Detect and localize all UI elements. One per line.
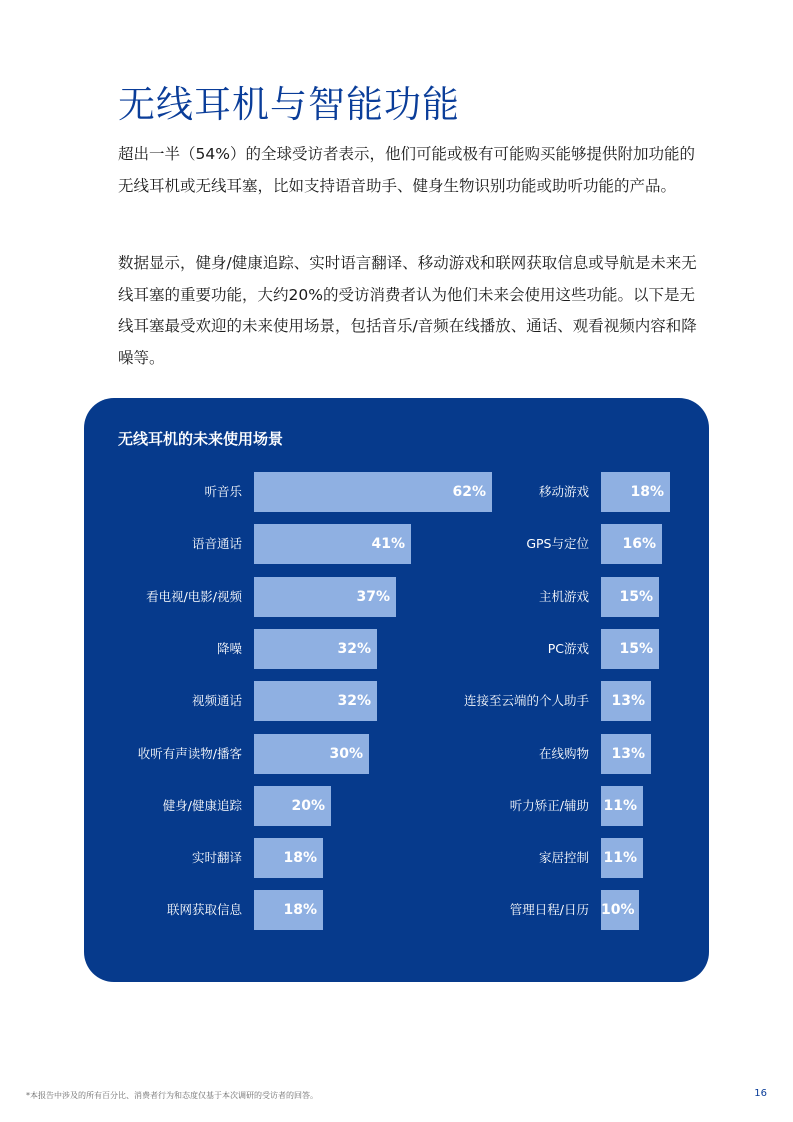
right-bar-label: 连接至云端的个人助手	[463, 693, 589, 708]
right-bar-value: 15%	[619, 641, 653, 657]
right-bar-label: 在线购物	[538, 746, 589, 761]
right-bar-value: 11%	[603, 850, 637, 866]
right-bar-label: GPS与定位	[526, 536, 589, 551]
left-bar-value: 20%	[291, 798, 325, 814]
left-bar-value: 62%	[452, 484, 486, 500]
left-bar-label: 收听有声读物/播客	[137, 746, 242, 761]
right-bar-value: 16%	[622, 536, 656, 552]
left-bar-value: 32%	[337, 693, 371, 709]
right-bar-label: 主机游戏	[538, 589, 589, 604]
right-bar-value: 13%	[611, 746, 645, 762]
left-bar-value: 18%	[283, 850, 317, 866]
left-bar-label: 看电视/电影/视频	[146, 589, 242, 604]
left-bar-label: 听音乐	[204, 484, 242, 499]
right-bar-label: 移动游戏	[538, 484, 589, 499]
left-bar-value: 41%	[371, 536, 405, 552]
page-number: 16	[754, 1088, 767, 1099]
left-bar-value: 30%	[329, 746, 363, 762]
left-bar-value: 32%	[337, 641, 371, 657]
right-bar-label: 管理日程/日历	[509, 902, 589, 917]
right-bar-value: 18%	[630, 484, 664, 500]
intro-paragraph: 超出一半（54%）的全球受访者表示，他们可能或极有可能购买能够提供附加功能的无线耳机或无线耳塞，比如支持语音助手、健身生物识别功能或助听功能的产品。	[118, 145, 695, 195]
page-title: 无线耳机与智能功能	[118, 83, 460, 126]
left-bar-value: 37%	[356, 589, 390, 605]
left-bar-label: 联网获取信息	[166, 902, 242, 917]
right-bar-label: PC游戏	[547, 641, 589, 656]
right-bar-value: 13%	[611, 693, 645, 709]
left-bar-label: 实时翻译	[191, 850, 242, 865]
right-bar-value: 15%	[619, 589, 653, 605]
right-bar-label: 听力矫正/辅助	[509, 798, 589, 813]
data-paragraph: 数据显示，健身/健康追踪、实时语言翻译、移动游戏和联网获取信息或导航是未来无线耳塞的重要功能，大约20%的受访消费者认为他们未来会使用这些功能。以下是无线耳塞最受欢迎的未来使用场景，包括音乐/音频在线播放、通话、观看视频内容和降噪等。	[118, 254, 697, 367]
right-bar-value: 10%	[601, 902, 635, 918]
left-bar-label: 健身/健康追踪	[162, 798, 242, 813]
footnote: *本报告中涉及的所有百分比、消费者行为和态度仅基于本次调研的受访者的回答。	[26, 1091, 318, 1100]
chart-title: 无线耳机的未来使用场景	[118, 430, 284, 448]
right-bar-value: 11%	[603, 798, 637, 814]
left-bar-label: 降噪	[216, 641, 242, 656]
right-bar-label: 家居控制	[538, 850, 589, 865]
left-bar-label: 视频通话	[191, 693, 242, 708]
left-bar-label: 语音通话	[191, 536, 242, 551]
left-bar-value: 18%	[283, 902, 317, 918]
